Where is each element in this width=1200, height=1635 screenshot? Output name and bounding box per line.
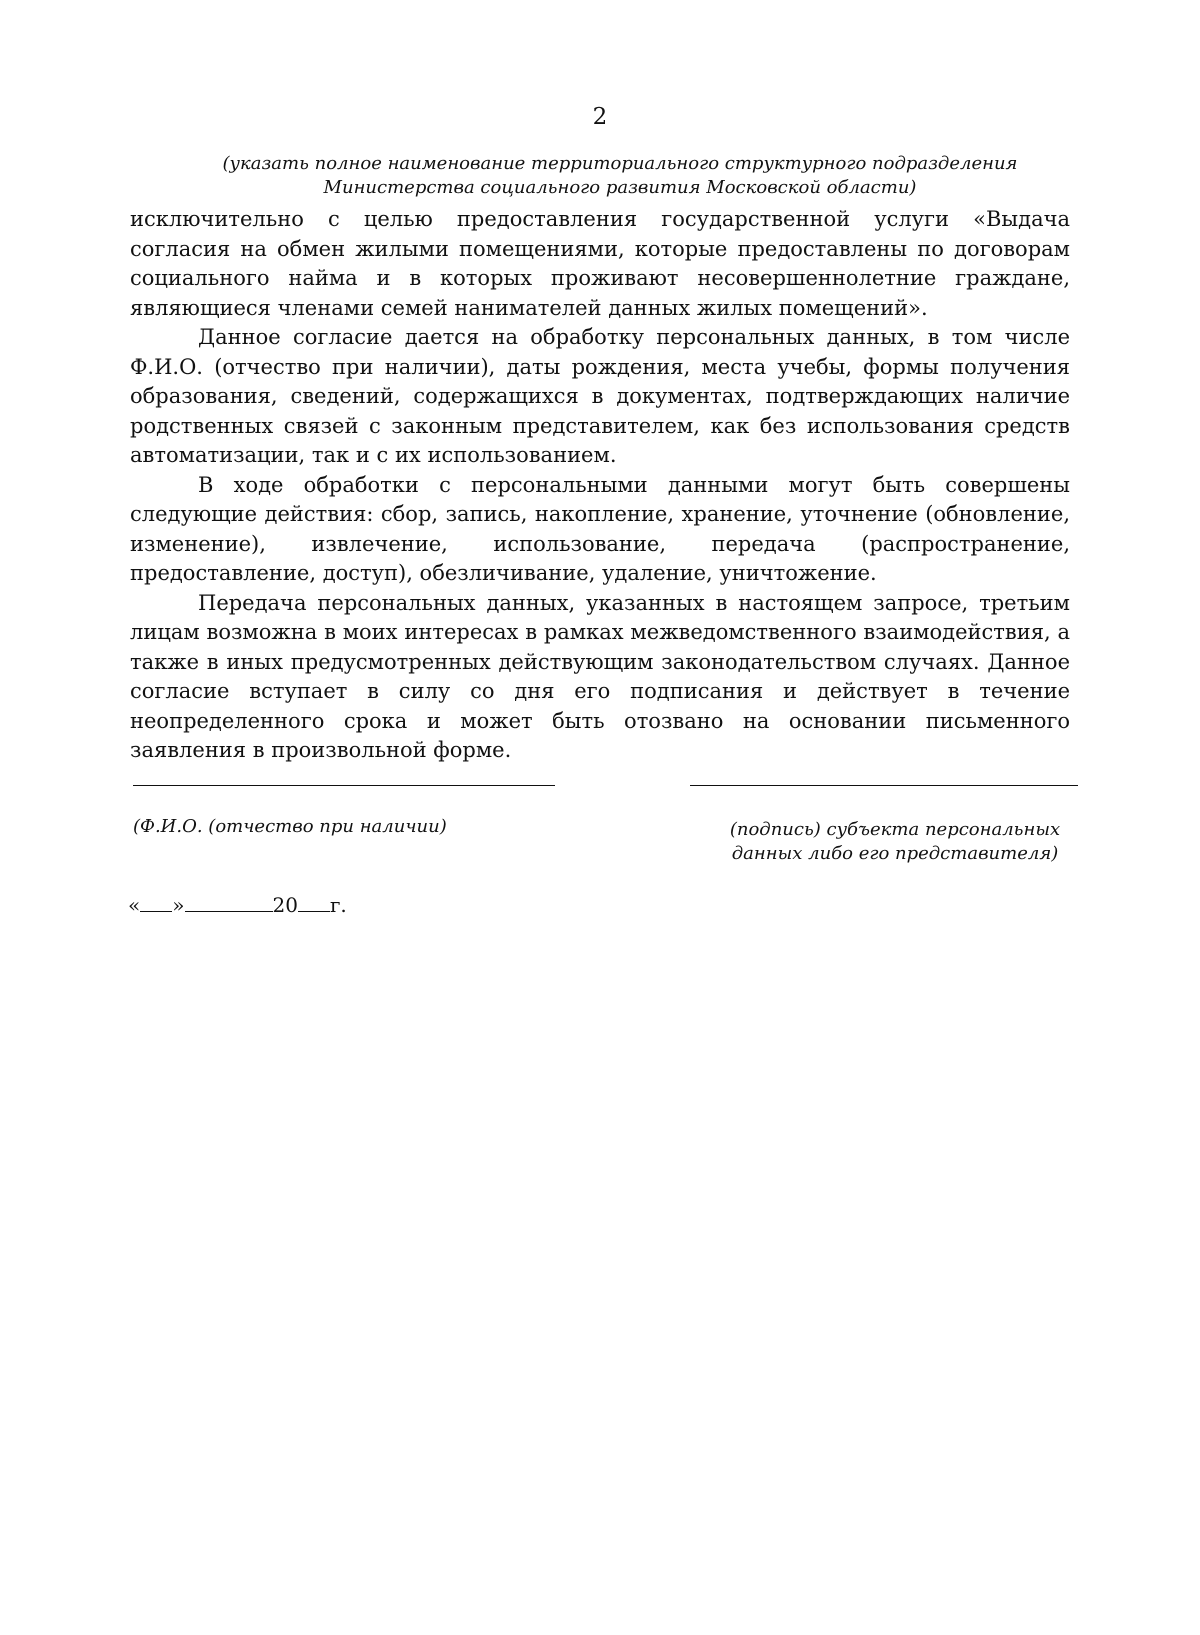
date-suffix: г. xyxy=(329,893,347,917)
paragraph-processing-actions: В ходе обработки с персональными данными могут быть совершены следующие действия: сбор, запись, накопление, хранение, уточнение (обновление, изменение), извлечение, использование, передача (распространение, предоставление, доступ), обезличивание, удаление, уничтожение. xyxy=(130,472,1070,585)
signature-line xyxy=(690,785,1078,786)
organization-note-line-2: Министерства социального развития Московской области) xyxy=(323,177,917,198)
date-year-blank xyxy=(298,893,330,912)
date-day-blank xyxy=(140,893,172,912)
name-signature-line xyxy=(133,785,555,786)
date-open-quote: « xyxy=(128,893,141,917)
consent-body xyxy=(130,205,1070,766)
signature-caption-line-2: данных либо его представителя) xyxy=(731,843,1059,864)
organization-note xyxy=(150,152,1090,200)
paragraph-data-scope: Данное согласие дается на обработку персональных данных, в том числе Ф.И.О. (отчество при наличии), даты рождения, места учебы, формы получения образования, сведений, содержащихся в документах, подтверждающих наличие родственных связей с законным представителем, как без использования средств автоматизации, так и с их использованием. xyxy=(130,325,1070,467)
date-field xyxy=(128,892,347,918)
paragraph-transfer-validity: Передача персональных данных, указанных в настоящем запросе, третьим лицам возможна в моих интересах в рамках межведомственного взаимодействия, а также в иных предусмотренных действующим законодательством случаях. Данное согласие вступает в силу со дня его подписания и действует в течение неопределенного срока и может быть отозвано на основании письменного заявления в произвольной форме. xyxy=(130,590,1070,762)
signature-caption xyxy=(705,818,1085,866)
name-caption: (Ф.И.О. (отчество при наличии) xyxy=(133,816,447,837)
date-century: 20 xyxy=(272,893,298,917)
page-number: 2 xyxy=(592,104,608,130)
date-month-blank xyxy=(185,893,273,912)
organization-note-line-1: (указать полное наименование территориального структурного подразделения xyxy=(222,153,1018,174)
signature-caption-line-1: (подпись) субъекта персональных xyxy=(729,819,1061,840)
date-close-quote: » xyxy=(172,893,185,917)
paragraph-purpose: исключительно с целью предоставления государственной услуги «Выдача согласия на обмен жилыми помещениями, которые предоставлены по договорам социального найма и в которых проживают несовершеннолетние граждане, являющиеся членами семей нанимателей данных жилых помещений». xyxy=(130,207,1070,320)
